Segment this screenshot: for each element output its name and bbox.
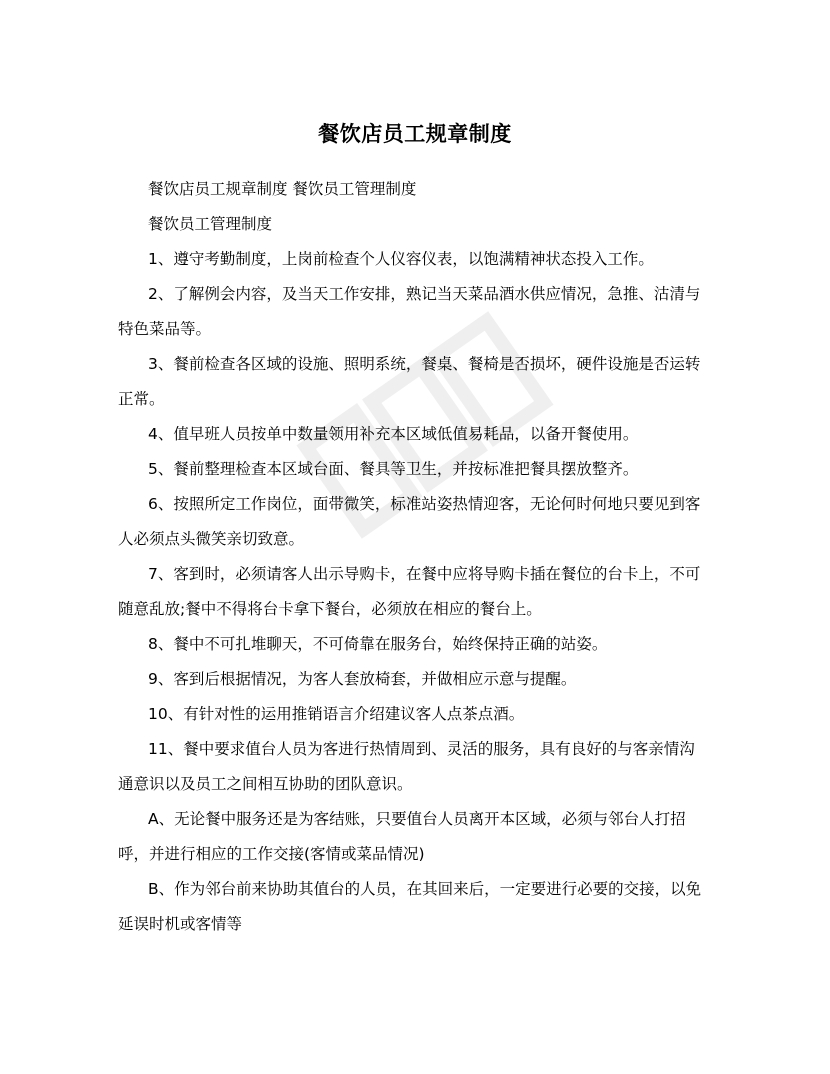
paragraph: A、无论餐中服务还是为客结账，只要值台人员离开本区域，必须与邻台人打招呼，并进行相应的工作交接(客情或菜品情况): [118, 810, 686, 863]
paragraph: 2、了解例会内容，及当天工作安排，熟记当天菜品酒水供应情况，急推、沽清与特色菜品等。: [118, 285, 701, 338]
document-title: 餐饮店员工规章制度: [318, 122, 512, 146]
paragraph: B、作为邻台前来协助其值台的人员，在其回来后，一定要进行必要的交接，以免延误时机或客情等: [118, 880, 702, 933]
paragraph: 5、餐前整理检查本区域台面、餐具等卫生，并按标准把餐具摆放整齐。: [148, 460, 639, 478]
paragraph: 1、遵守考勤制度，上岗前检查个人仪容仪表，以饱满精神状态投入工作。: [148, 250, 654, 268]
paragraph: 6、按照所定工作岗位，面带微笑，标准站姿热情迎客，无论何时何地只要见到客人必须点头微笑亲切致意。: [118, 495, 701, 548]
paragraph: 8、餐中不可扎堆聊天，不可倚靠在服务台，始终保持正确的站姿。: [148, 635, 608, 653]
paragraph: 7、客到时，必须请客人出示导购卡，在餐中应将导购卡插在餐位的台卡上，不可随意乱放;餐中不得将台卡拿下餐台，必须放在相应的餐台上。: [118, 565, 701, 618]
paragraph: 4、值早班人员按单中数量领用补充本区域低值易耗品，以备开餐使用。: [148, 425, 639, 443]
paragraph: 3、餐前检查各区域的设施、照明系统，餐桌、餐椅是否损坏，硬件设施是否运转正常。: [118, 355, 701, 408]
paragraph: 餐饮员工管理制度: [148, 215, 273, 233]
paragraph: 11、餐中要求值台人员为客进行热情周到、灵活的服务，具有良好的与客亲情沟通意识以及员工之间相互协助的团队意识。: [118, 740, 695, 793]
document-body: [118, 172, 710, 942]
paragraph: 9、客到后根据情况，为客人套放椅套，并做相应示意与提醒。: [148, 670, 577, 688]
paragraph: 10、有针对性的运用推销语言介绍建议客人点茶点酒。: [148, 705, 525, 723]
paragraph: 餐饮店员工规章制度 餐饮员工管理制度: [148, 180, 417, 198]
